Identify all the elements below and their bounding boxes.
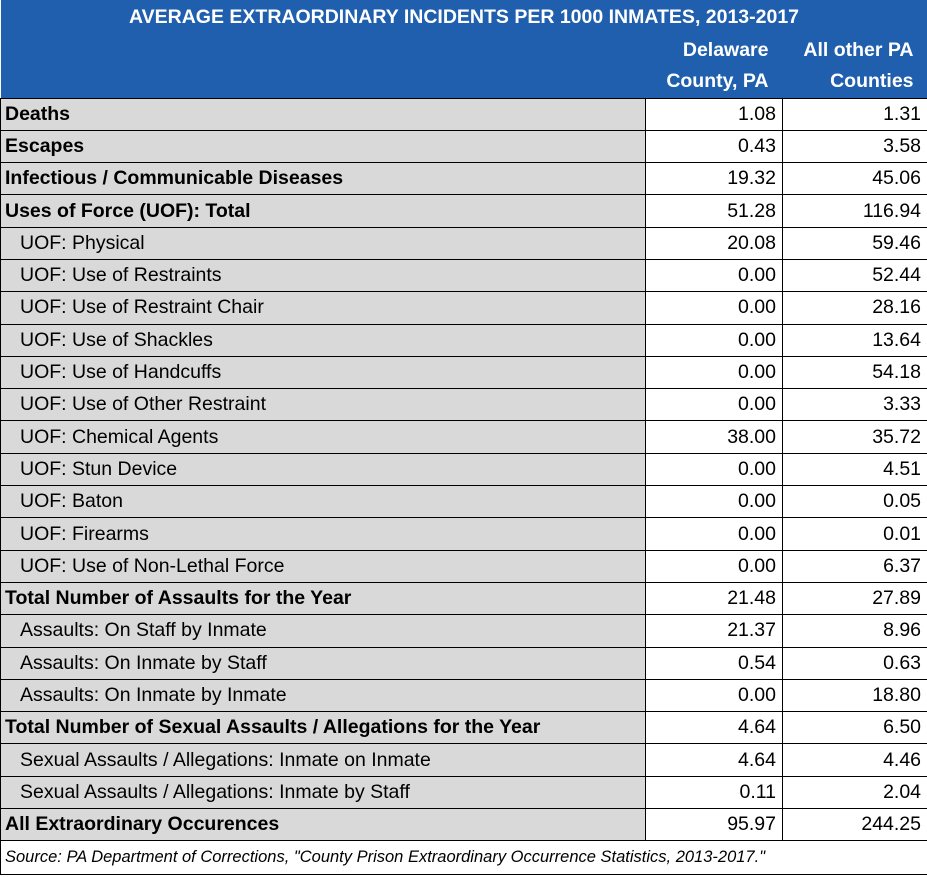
column-header-other-line1: All other PA [783, 34, 927, 66]
table-row [1, 776, 927, 808]
table-row [1, 744, 927, 776]
delaware-value: 4.64 [646, 712, 783, 744]
other-counties-value: 0.63 [783, 647, 927, 679]
delaware-value: 19.32 [646, 163, 783, 195]
other-counties-value: 2.04 [783, 776, 927, 808]
delaware-value: 0.00 [646, 259, 783, 291]
other-counties-value: 28.16 [783, 292, 927, 324]
row-label: Sexual Assaults / Allegations: Inmate by Staff [1, 776, 646, 808]
other-counties-value: 54.18 [783, 356, 927, 388]
row-label: UOF: Use of Handcuffs [1, 356, 646, 388]
other-counties-value: 6.37 [783, 550, 927, 582]
source-note: Source: PA Department of Corrections, "County Prison Extraordinary Occurrence Statistics, 2013-2017." [1, 841, 927, 875]
table-row [1, 518, 927, 550]
table-row [1, 227, 927, 259]
table-row [1, 324, 927, 356]
table-row [1, 550, 927, 582]
table-row [1, 712, 927, 744]
table-row [1, 486, 927, 518]
delaware-value: 0.00 [646, 389, 783, 421]
other-counties-value: 0.01 [783, 518, 927, 550]
table-row [1, 130, 927, 162]
row-label: Total Number of Assaults for the Year [1, 582, 646, 614]
delaware-value: 1.08 [646, 98, 783, 130]
column-header-delaware-line1: Delaware [646, 34, 783, 66]
row-label: UOF: Stun Device [1, 453, 646, 485]
row-label: Deaths [1, 98, 646, 130]
table-row [1, 195, 927, 227]
other-counties-value: 244.25 [783, 809, 927, 841]
delaware-value: 0.54 [646, 647, 783, 679]
delaware-value: 4.64 [646, 744, 783, 776]
other-counties-value: 3.33 [783, 389, 927, 421]
column-header-other-line2: Counties [783, 66, 927, 98]
row-label: UOF: Use of Other Restraint [1, 389, 646, 421]
table-row [1, 292, 927, 324]
other-counties-value: 116.94 [783, 195, 927, 227]
row-label: Infectious / Communicable Diseases [1, 163, 646, 195]
row-label: Assaults: On Inmate by Inmate [1, 679, 646, 711]
table-row [1, 259, 927, 291]
other-counties-value: 8.96 [783, 615, 927, 647]
row-label: UOF: Physical [1, 227, 646, 259]
row-label: UOF: Firearms [1, 518, 646, 550]
row-label: UOF: Chemical Agents [1, 421, 646, 453]
delaware-value: 0.00 [646, 550, 783, 582]
row-label: UOF: Use of Restraints [1, 259, 646, 291]
table-title: AVERAGE EXTRAORDINARY INCIDENTS PER 1000 INMATES, 2013-2017 [1, 0, 927, 34]
row-label: Uses of Force (UOF): Total [1, 195, 646, 227]
column-header-delaware-line2: County, PA [646, 66, 783, 98]
delaware-value: 0.00 [646, 324, 783, 356]
row-label: UOF: Baton [1, 486, 646, 518]
other-counties-value: 52.44 [783, 259, 927, 291]
table-row [1, 582, 927, 614]
row-label: UOF: Use of Restraint Chair [1, 292, 646, 324]
row-label: Escapes [1, 130, 646, 162]
row-label: UOF: Use of Shackles [1, 324, 646, 356]
other-counties-value: 3.58 [783, 130, 927, 162]
other-counties-value: 27.89 [783, 582, 927, 614]
row-label: Assaults: On Staff by Inmate [1, 615, 646, 647]
delaware-value: 95.97 [646, 809, 783, 841]
header-blank [1, 34, 646, 66]
delaware-value: 51.28 [646, 195, 783, 227]
delaware-value: 0.00 [646, 453, 783, 485]
table-row [1, 389, 927, 421]
row-label: UOF: Use of Non-Lethal Force [1, 550, 646, 582]
table-row [1, 615, 927, 647]
row-label: All Extraordinary Occurences [1, 809, 646, 841]
table-row [1, 98, 927, 130]
table-row [1, 356, 927, 388]
row-label: Total Number of Sexual Assaults / Allegations for the Year [1, 712, 646, 744]
other-counties-value: 35.72 [783, 421, 927, 453]
table-row [1, 647, 927, 679]
delaware-value: 0.00 [646, 679, 783, 711]
row-label: Assaults: On Inmate by Staff [1, 647, 646, 679]
header-blank [1, 66, 646, 98]
other-counties-value: 6.50 [783, 712, 927, 744]
delaware-value: 0.00 [646, 356, 783, 388]
table-body [1, 98, 927, 841]
other-counties-value: 13.64 [783, 324, 927, 356]
delaware-value: 20.08 [646, 227, 783, 259]
delaware-value: 21.48 [646, 582, 783, 614]
table-row [1, 453, 927, 485]
other-counties-value: 4.51 [783, 453, 927, 485]
other-counties-value: 45.06 [783, 163, 927, 195]
other-counties-value: 4.46 [783, 744, 927, 776]
row-label: Sexual Assaults / Allegations: Inmate on Inmate [1, 744, 646, 776]
table-row [1, 421, 927, 453]
delaware-value: 0.00 [646, 486, 783, 518]
other-counties-value: 0.05 [783, 486, 927, 518]
other-counties-value: 59.46 [783, 227, 927, 259]
other-counties-value: 18.80 [783, 679, 927, 711]
table-row [1, 163, 927, 195]
delaware-value: 0.11 [646, 776, 783, 808]
delaware-value: 38.00 [646, 421, 783, 453]
delaware-value: 0.43 [646, 130, 783, 162]
delaware-value: 0.00 [646, 292, 783, 324]
delaware-value: 0.00 [646, 518, 783, 550]
table-row [1, 809, 927, 841]
delaware-value: 21.37 [646, 615, 783, 647]
table-row [1, 679, 927, 711]
other-counties-value: 1.31 [783, 98, 927, 130]
